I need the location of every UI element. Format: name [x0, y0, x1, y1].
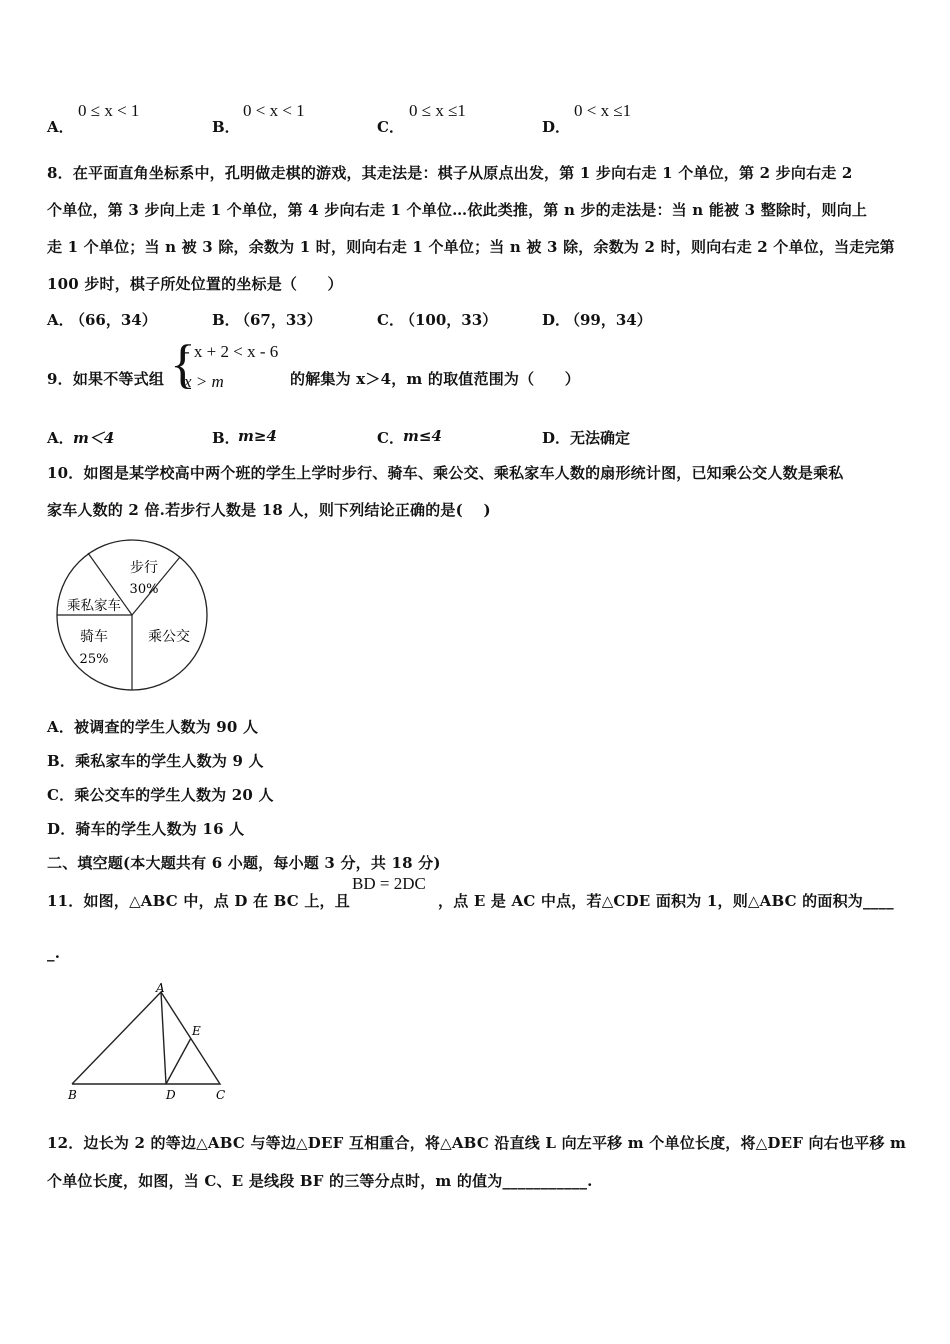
slice-car-name: 乘私家车: [67, 598, 121, 614]
q8-option-d-label: D．: [542, 311, 571, 329]
q8-option-d-value: （99，34）: [565, 311, 652, 329]
q9-option-a-label: A．: [47, 429, 74, 447]
pie-chart: [52, 535, 212, 695]
q10-option-b: B．乘私家车的学生人数为 9 人: [47, 752, 264, 770]
slice-bus-name: 乘公交: [148, 629, 190, 645]
q7-option-b-label: B．: [212, 118, 240, 136]
q8-option-b-value: （67，33）: [235, 311, 322, 329]
q10-option-c: C．乘公交车的学生人数为 20 人: [47, 786, 274, 804]
q9-option-a-value: m＜4: [73, 429, 115, 447]
q8-option-a-label: A．: [47, 311, 74, 329]
q9-option-d-value: D．无法确定: [542, 429, 631, 447]
q9-option-c-label: C．: [377, 429, 404, 447]
q9-option-b-value: m≥4: [238, 427, 277, 445]
q8-option-b-label: B．: [212, 311, 240, 329]
label-c: C: [216, 1088, 226, 1102]
q7-option-b-expr: 0 < x < 1: [243, 101, 305, 120]
q8-line-1: 8．在平面直角坐标系中，孔明做走棋的游戏，其走法是：棋子从原点出发，第 1 步向右走 1 个单位，第 2 步向右走 2: [47, 164, 853, 182]
q11-continuation: _.: [47, 944, 61, 962]
q9-system-line-1: - x + 2 < x - 6: [184, 342, 279, 361]
q8-option-a-value: （66，34）: [70, 311, 157, 329]
label-d: D: [166, 1088, 176, 1102]
slice-bike-percent: 25%: [79, 652, 109, 667]
slice-bike-name: 骑车: [80, 629, 108, 645]
q8-line-3: 走 1 个单位；当 n 被 3 除，余数为 1 时，则向右走 1 个单位；当 n 被 3 除，余数为 2 时，则向右走 2 个单位，当走完第: [47, 238, 895, 256]
q7-option-a-expr: 0 ≤ x < 1: [78, 101, 140, 120]
segment-ad: [161, 992, 166, 1084]
q11-formula: BD = 2DC: [352, 874, 426, 893]
q12-line-2: 个单位长度，如图，当 C、E 是线段 BF 的三等分点时，m 的值为___________.: [47, 1172, 593, 1190]
q7-option-a-label: A．: [47, 118, 74, 136]
label-a: A: [156, 981, 165, 995]
q9-prefix: 9．如果不等式组: [47, 370, 165, 388]
q7-option-c-expr: 0 ≤ x ≤1: [409, 101, 466, 120]
label-b: B: [68, 1088, 77, 1102]
q8-line-2: 个单位，第 3 步向上走 1 个单位，第 4 步向右走 1 个单位…依此类推，第 n 步的走法是：当 n 能被 3 整除时，则向上: [47, 201, 868, 219]
q7-option-d-expr: 0 < x ≤1: [574, 101, 632, 120]
q10-option-d: D．骑车的学生人数为 16 人: [47, 820, 245, 838]
q9-system-line-2: x > m: [184, 372, 224, 391]
triangle-abc: [72, 992, 220, 1084]
slice-walk-name: 步行: [130, 560, 158, 576]
q12-line-1: 12．边长为 2 的等边△ABC 与等边△DEF 互相重合，将△ABC 沿直线 L 向左平移 m 个单位长度，将△DEF 向右也平移 m: [47, 1134, 907, 1152]
triangle-figure: [60, 980, 240, 1105]
system-brace: {: [170, 334, 196, 394]
q7-option-c-label: C．: [377, 118, 404, 136]
q9-option-b-label: B．: [212, 429, 240, 447]
slice-walk-percent: 30%: [129, 582, 159, 597]
section-2-heading: 二、填空题(本大题共有 6 小题，每小题 3 分，共 18 分): [47, 854, 441, 872]
q10-option-a: A．被调查的学生人数为 90 人: [47, 718, 259, 736]
q7-option-d-label: D．: [542, 118, 571, 136]
q8-option-c-label: C．: [377, 311, 404, 329]
q9-option-c-value: m≤4: [403, 427, 442, 445]
label-e: E: [192, 1024, 201, 1038]
q11-suffix: ，点 E 是 AC 中点，若△CDE 面积为 1，则△ABC 的面积为____: [438, 892, 894, 910]
q10-line-1: 10．如图是某学校高中两个班的学生上学时步行、骑车、乘公交、乘私家车人数的扇形统计图，已知乘公交人数是乘私: [47, 464, 844, 482]
q8-line-4: 100 步时，棋子所处位置的坐标是（ ）: [47, 275, 343, 293]
q9-suffix: 的解集为 x＞4，m 的取值范围为（ ）: [290, 370, 580, 388]
q11-prefix: 11．如图，△ABC 中，点 D 在 BC 上，且: [47, 892, 350, 910]
q10-line-2: 家车人数的 2 倍.若步行人数是 18 人，则下列结论正确的是( ): [47, 501, 491, 519]
q8-option-c-value: （100，33）: [400, 311, 498, 329]
segment-de: [166, 1038, 191, 1084]
